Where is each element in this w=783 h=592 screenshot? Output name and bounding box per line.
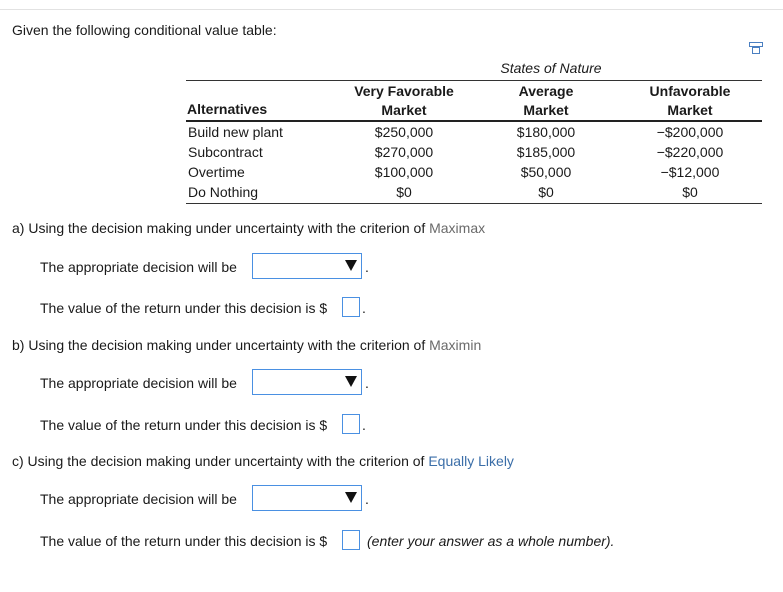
decision-label-c: The appropriate decision will be: [40, 491, 237, 507]
col-header-average: [476, 82, 616, 120]
decision-label-b: The appropriate decision will be: [40, 375, 237, 391]
value-label-c: The value of the return under this decision is $: [40, 533, 328, 549]
table-row: [186, 122, 762, 142]
intro-text: Given the following conditional value table:: [12, 22, 277, 38]
question-text: a) Using the decision making under uncertainty with the criterion of: [12, 220, 430, 236]
period: .: [362, 300, 366, 316]
col-header-line: Very Favorable: [354, 83, 454, 99]
col-header-line: Market: [381, 102, 427, 118]
states-of-nature-label: States of Nature: [500, 60, 602, 76]
cell-value: $0: [538, 184, 554, 200]
table-row: [186, 162, 762, 182]
cell-alternative: Subcontract: [188, 144, 263, 160]
cell-value: $100,000: [374, 164, 434, 180]
criterion-maximax: Maximax: [429, 220, 486, 236]
cell-alternative: Overtime: [188, 164, 245, 180]
period: .: [365, 259, 369, 275]
decision-label-a: The appropriate decision will be: [40, 259, 237, 275]
table-row: [186, 142, 762, 162]
cell-value: $180,000: [516, 124, 576, 140]
cell-value: −$200,000: [656, 124, 724, 140]
question-text: c) Using the decision making under uncertainty with the criterion of: [12, 453, 429, 469]
value-input-c[interactable]: [342, 530, 360, 550]
col-header-unfavorable: [618, 82, 762, 120]
question-c: [12, 453, 514, 469]
period: .: [362, 417, 366, 433]
dropdown-arrow-icon: [345, 260, 357, 271]
cell-value: $0: [682, 184, 698, 200]
top-divider: [0, 9, 783, 10]
question-b: [12, 337, 481, 353]
value-label-a: The value of the return under this decision is $: [40, 300, 328, 316]
table-row: [186, 182, 762, 202]
dropdown-arrow-icon: [345, 376, 357, 387]
states-divider: [186, 80, 762, 81]
cell-alternative: Do Nothing: [188, 184, 259, 200]
col-header-line: Unfavorable: [649, 83, 731, 99]
cell-value: $270,000: [374, 144, 434, 160]
value-label-b: The value of the return under this decision is $: [40, 417, 328, 433]
decision-dropdown-a[interactable]: [252, 253, 362, 279]
criterion-maximin: Maximin: [429, 337, 482, 353]
cell-value: −$220,000: [656, 144, 724, 160]
col-header-line: Market: [523, 102, 569, 118]
period: .: [365, 491, 369, 507]
cell-value: $0: [396, 184, 412, 200]
col-header-very-favorable: [334, 82, 474, 120]
col-header-alternatives: Alternatives: [187, 101, 268, 117]
cell-alternative: Build new plant: [188, 124, 283, 140]
question-a: [12, 220, 485, 236]
cell-value: $185,000: [516, 144, 576, 160]
decision-dropdown-b[interactable]: [252, 369, 362, 395]
criterion-equally-likely: Equally Likely: [428, 453, 514, 469]
cell-value: $50,000: [520, 164, 572, 180]
cell-value: $250,000: [374, 124, 434, 140]
dropdown-arrow-icon: [345, 492, 357, 503]
value-input-a[interactable]: [342, 297, 360, 317]
cell-value: −$12,000: [660, 164, 720, 180]
whole-number-note: (enter your answer as a whole number).: [367, 533, 615, 549]
value-input-b[interactable]: [342, 414, 360, 434]
copy-table-icon[interactable]: [749, 42, 763, 54]
col-header-line: Average: [518, 83, 574, 99]
decision-dropdown-c[interactable]: [252, 485, 362, 511]
question-text: b) Using the decision making under uncertainty with the criterion of: [12, 337, 430, 353]
table-bottom-divider: [186, 203, 762, 204]
col-header-line: Market: [667, 102, 713, 118]
period: .: [365, 375, 369, 391]
